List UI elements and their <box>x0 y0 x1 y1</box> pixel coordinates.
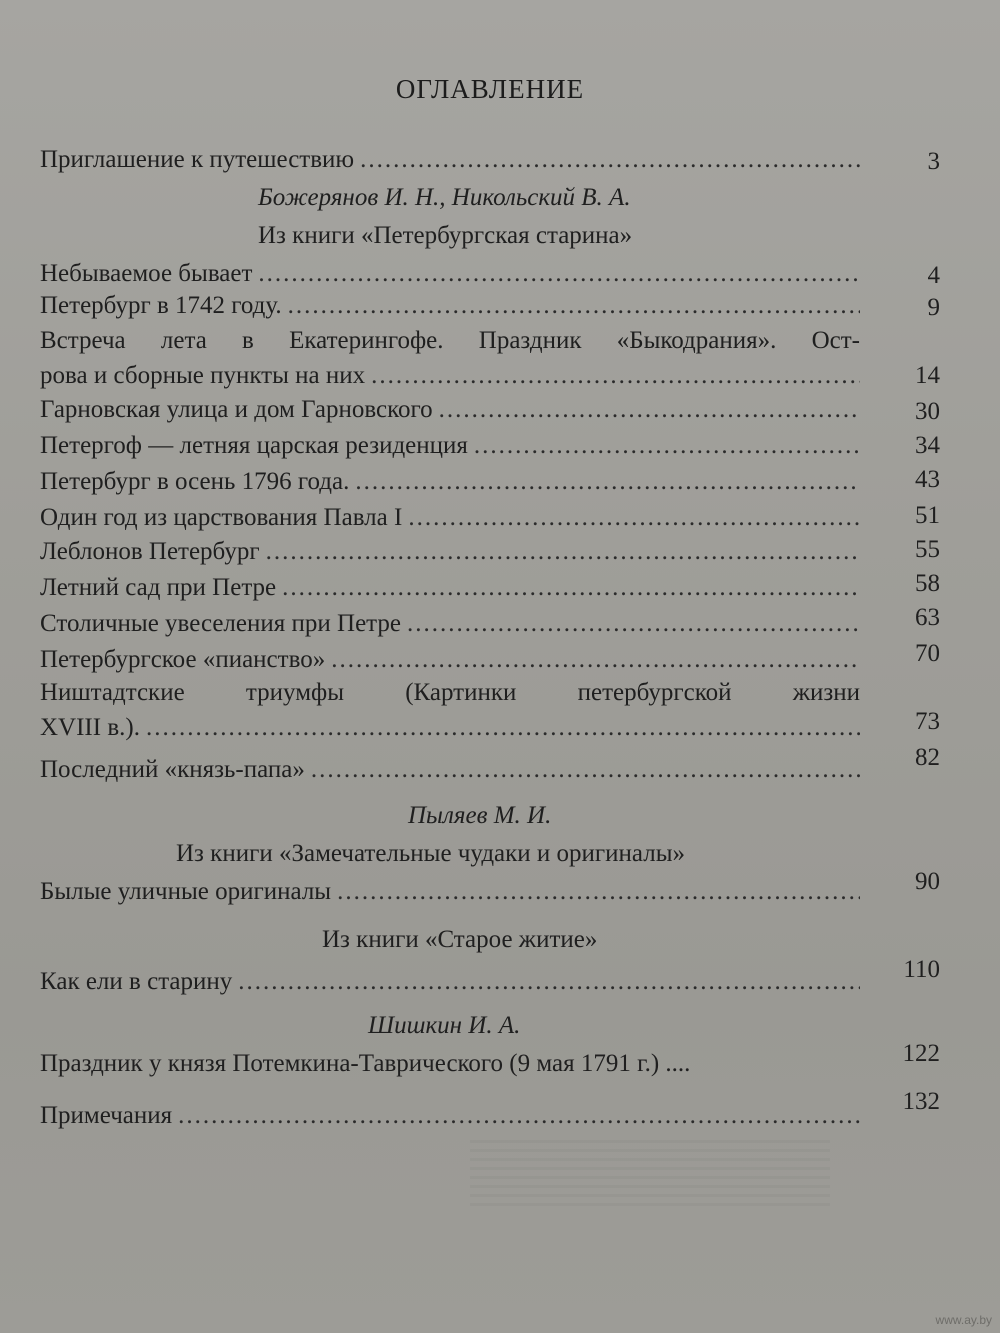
entry-page: 30 <box>915 398 940 425</box>
entry-page: 110 <box>903 956 940 983</box>
toc-entry-notes <box>40 1098 860 1134</box>
entry-page: 132 <box>902 1088 940 1115</box>
leader-dots <box>371 358 860 394</box>
toc-entry <box>40 534 860 570</box>
toc-entry <box>40 606 860 642</box>
entry-page: 51 <box>915 502 940 529</box>
entry-page: 58 <box>915 570 940 597</box>
toc-entry <box>40 1046 860 1082</box>
toc-entry <box>40 964 860 1000</box>
section-book-title: Из книги «Старое житие» <box>322 926 598 953</box>
entry-title: Былые уличные оригиналы <box>40 878 332 905</box>
entry-title: Приглашение к путешествию <box>40 146 355 173</box>
entry-title: Небываемое бывает <box>40 260 253 287</box>
toc-entry <box>40 256 860 292</box>
leader-dots <box>266 534 860 570</box>
toc-entry-invitation <box>40 142 860 178</box>
toc-entry <box>40 288 860 324</box>
entry-page: 14 <box>915 362 940 389</box>
toc-entry <box>40 570 860 606</box>
entry-page: 122 <box>902 1040 940 1067</box>
leader-dots <box>258 256 860 292</box>
entry-title: Как ели в старину <box>40 968 233 995</box>
entry-title: Петербург в 1742 году. <box>40 292 282 319</box>
section-author: Шишкин И. А. <box>368 1012 521 1039</box>
entry-title: Петергоф — летняя царская резиденция <box>40 432 468 459</box>
leader-dots <box>282 570 860 606</box>
leader-dots <box>238 964 860 1000</box>
entry-page: 55 <box>915 536 940 563</box>
show-through-texture <box>470 1140 830 1210</box>
leader-dots <box>360 142 860 178</box>
entry-title: Петербургское «пианство» <box>40 646 326 673</box>
toc-entry <box>40 676 860 746</box>
section-book-title: Из книги «Петербургская старина» <box>258 222 633 249</box>
leader-dots <box>178 1098 860 1134</box>
toc-entry <box>40 500 860 536</box>
section-book-title: Из книги «Замечательные чудаки и оригиналы» <box>176 840 686 867</box>
toc-entry <box>40 874 860 910</box>
leader-dots <box>407 606 860 642</box>
toc-entry <box>40 752 860 788</box>
entry-title: Один год из царствования Павла I <box>40 504 403 531</box>
entry-title: Последний «князь-папа» <box>40 756 305 783</box>
entry-title: рова и сборные пункты на них <box>40 362 366 389</box>
entry-page: 4 <box>927 262 940 289</box>
entry-page: 73 <box>915 708 940 735</box>
entry-page: 9 <box>927 294 940 321</box>
leader-dots <box>331 642 860 678</box>
leader-dots <box>408 500 860 536</box>
entry-title: XVIII в.). <box>40 714 140 741</box>
entry-title: Праздник у князя Потемкина-Таврического (9 мая 1791 г.) .... <box>40 1050 691 1077</box>
entry-title: Примечания <box>40 1102 173 1129</box>
leader-dots <box>337 874 860 910</box>
watermark: www.ay.by <box>935 1313 992 1327</box>
leader-dots <box>288 288 860 324</box>
leader-dots <box>355 464 860 500</box>
toc-entry <box>40 324 860 394</box>
entry-page: 43 <box>915 466 940 493</box>
entry-page: 3 <box>927 148 940 175</box>
toc-entry <box>40 642 860 678</box>
entry-title: Столичные увеселения при Петре <box>40 610 401 637</box>
toc-entry <box>40 464 860 500</box>
entry-title-line1: Встреча лета в Екатерингофе. Праздник «Быкодрания». Ост- <box>40 327 860 354</box>
leader-dots <box>439 392 860 428</box>
leader-dots <box>146 710 860 746</box>
entry-title: Леблонов Петербург <box>40 538 260 565</box>
leader-dots <box>474 428 860 464</box>
toc-entry <box>40 428 860 464</box>
entry-page: 34 <box>915 432 940 459</box>
toc-heading: ОГЛАВЛЕНИЕ <box>395 74 585 104</box>
entry-page: 82 <box>915 744 940 771</box>
entry-page: 70 <box>915 640 940 667</box>
entry-page: 90 <box>915 868 940 895</box>
entry-title-line1: Ништадтские триумфы (Картинки петербургской жизни <box>40 679 860 706</box>
toc-entry <box>40 392 860 428</box>
entry-title: Гарновская улица и дом Гарновского <box>40 396 433 423</box>
entry-page: 63 <box>915 604 940 631</box>
section-author: Пыляев М. И. <box>408 802 552 829</box>
leader-dots <box>311 752 860 788</box>
section-author: Божерянов И. Н., Никольский В. А. <box>258 184 631 211</box>
entry-title: Летний сад при Петре <box>40 574 277 601</box>
entry-title: Петербург в осень 1796 года. <box>40 468 350 495</box>
